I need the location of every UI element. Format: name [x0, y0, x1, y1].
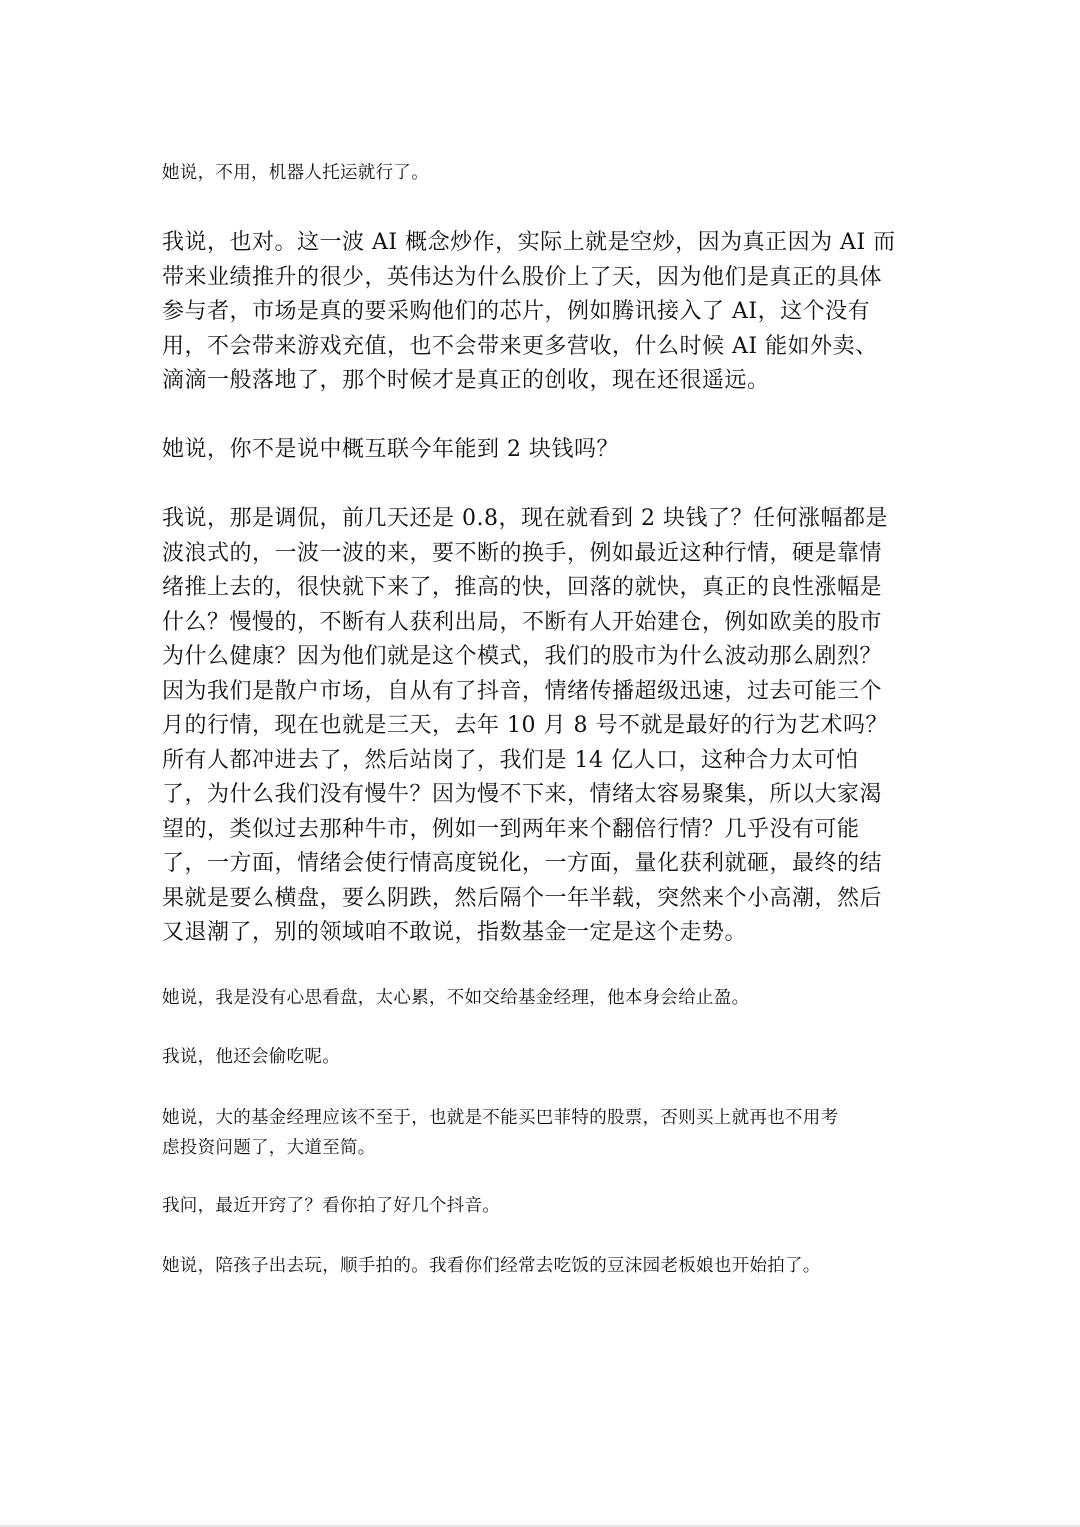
paragraph-2 [162, 226, 896, 399]
text-line: 她说，我是没有心思看盘，太心累，不如交给基金经理，他本身会给止盈。 [162, 988, 750, 1008]
text-line: 我说，那是调侃，前几天还是 0.8，现在就看到 2 块钱了？任何涨幅都是 [162, 506, 888, 531]
text-line: 她说，不用，机器人托运就行了。 [162, 163, 429, 183]
text-line: 虑投资问题了，大道至简。 [162, 1138, 376, 1158]
text-line: 参与者，市场是真的要采购他们的芯片，例如腾讯接入了 AI，这个没有 [162, 299, 871, 324]
text-line: 了，一方面，情绪会使行情高度锐化，一方面，量化获利就砸，最终的结 [162, 851, 883, 876]
text-line: 她说，陪孩子出去玩，顺手拍的。我看你们经常去吃饭的豆沫园老板娘也开始拍了。 [162, 1256, 821, 1276]
paragraph-4 [162, 502, 888, 951]
text-line: 我说，他还会偷吃呢。 [162, 1047, 340, 1067]
text-line: 绪推上去的，很快就下来了，推高的快，回落的就快，真正的良性涨幅是 [162, 575, 883, 600]
text-line: 波浪式的，一波一波的来，要不断的换手，例如最近这种行情，硬是靠情 [162, 540, 883, 566]
paragraph-5 [162, 983, 749, 1013]
paragraph-9 [162, 1251, 821, 1281]
text-line: 了，为什么我们没有慢牛？因为慢不下来，情绪太容易聚集，所以大家渴 [162, 782, 883, 807]
paragraph-8 [162, 1191, 500, 1221]
text-line: 果就是要么横盘，要么阴跌，然后隔个一年半载，突然来个小高潮，然后 [162, 885, 883, 911]
text-line: 什么？慢慢的，不断有人获利出局，不断有人开始建仓，例如欧美的股市 [162, 609, 883, 635]
text-line: 我问，最近开窍了？看你拍了好几个抖音。 [162, 1196, 501, 1216]
paragraph-1 [162, 158, 429, 188]
text-line: 我说，也对。这一波 AI 概念炒作，实际上就是空炒，因为真正因为 AI 而 [162, 230, 896, 255]
text-line: 她说，你不是说中概互联今年能到 2 块钱吗？ [162, 437, 619, 462]
text-line: 因为我们是散户市场，自从有了抖音，情绪传播超级迅速，过去可能三个 [162, 678, 883, 704]
text-line: 所有人都冲进去了，然后站岗了，我们是 14 亿人口，这种合力太可怕 [162, 747, 859, 773]
text-line: 用，不会带来游戏充值，也不会带来更多营收，什么时候 AI 能如外卖、 [162, 333, 878, 359]
text-line: 带来业绩推升的很少，英伟达为什么股价上了天，因为他们是真正的具体 [162, 264, 883, 290]
text-line: 望的，类似过去那种牛市，例如一到两年来个翻倍行情？几乎没有可能 [162, 816, 860, 842]
text-line: 月的行情，现在也就是三天，去年 10 月 8 号不就是最好的行为艺术吗？ [162, 713, 888, 738]
paragraph-3 [162, 433, 619, 468]
text-line: 为什么健康？因为他们就是这个模式，我们的股市为什么波动那么剧烈？ [162, 644, 883, 669]
text-line: 滴滴一般落地了，那个时候才是真正的创收，现在还很遥远。 [162, 368, 770, 393]
paragraph-7 [162, 1103, 838, 1163]
text-line: 她说，大的基金经理应该不至于，也就是不能买巴菲特的股票，否则买上就再也不用考 [162, 1108, 839, 1128]
paragraph-6 [162, 1042, 340, 1072]
text-line: 又退潮了，别的领域咱不敢说，指数基金一定是这个走势。 [162, 920, 748, 945]
